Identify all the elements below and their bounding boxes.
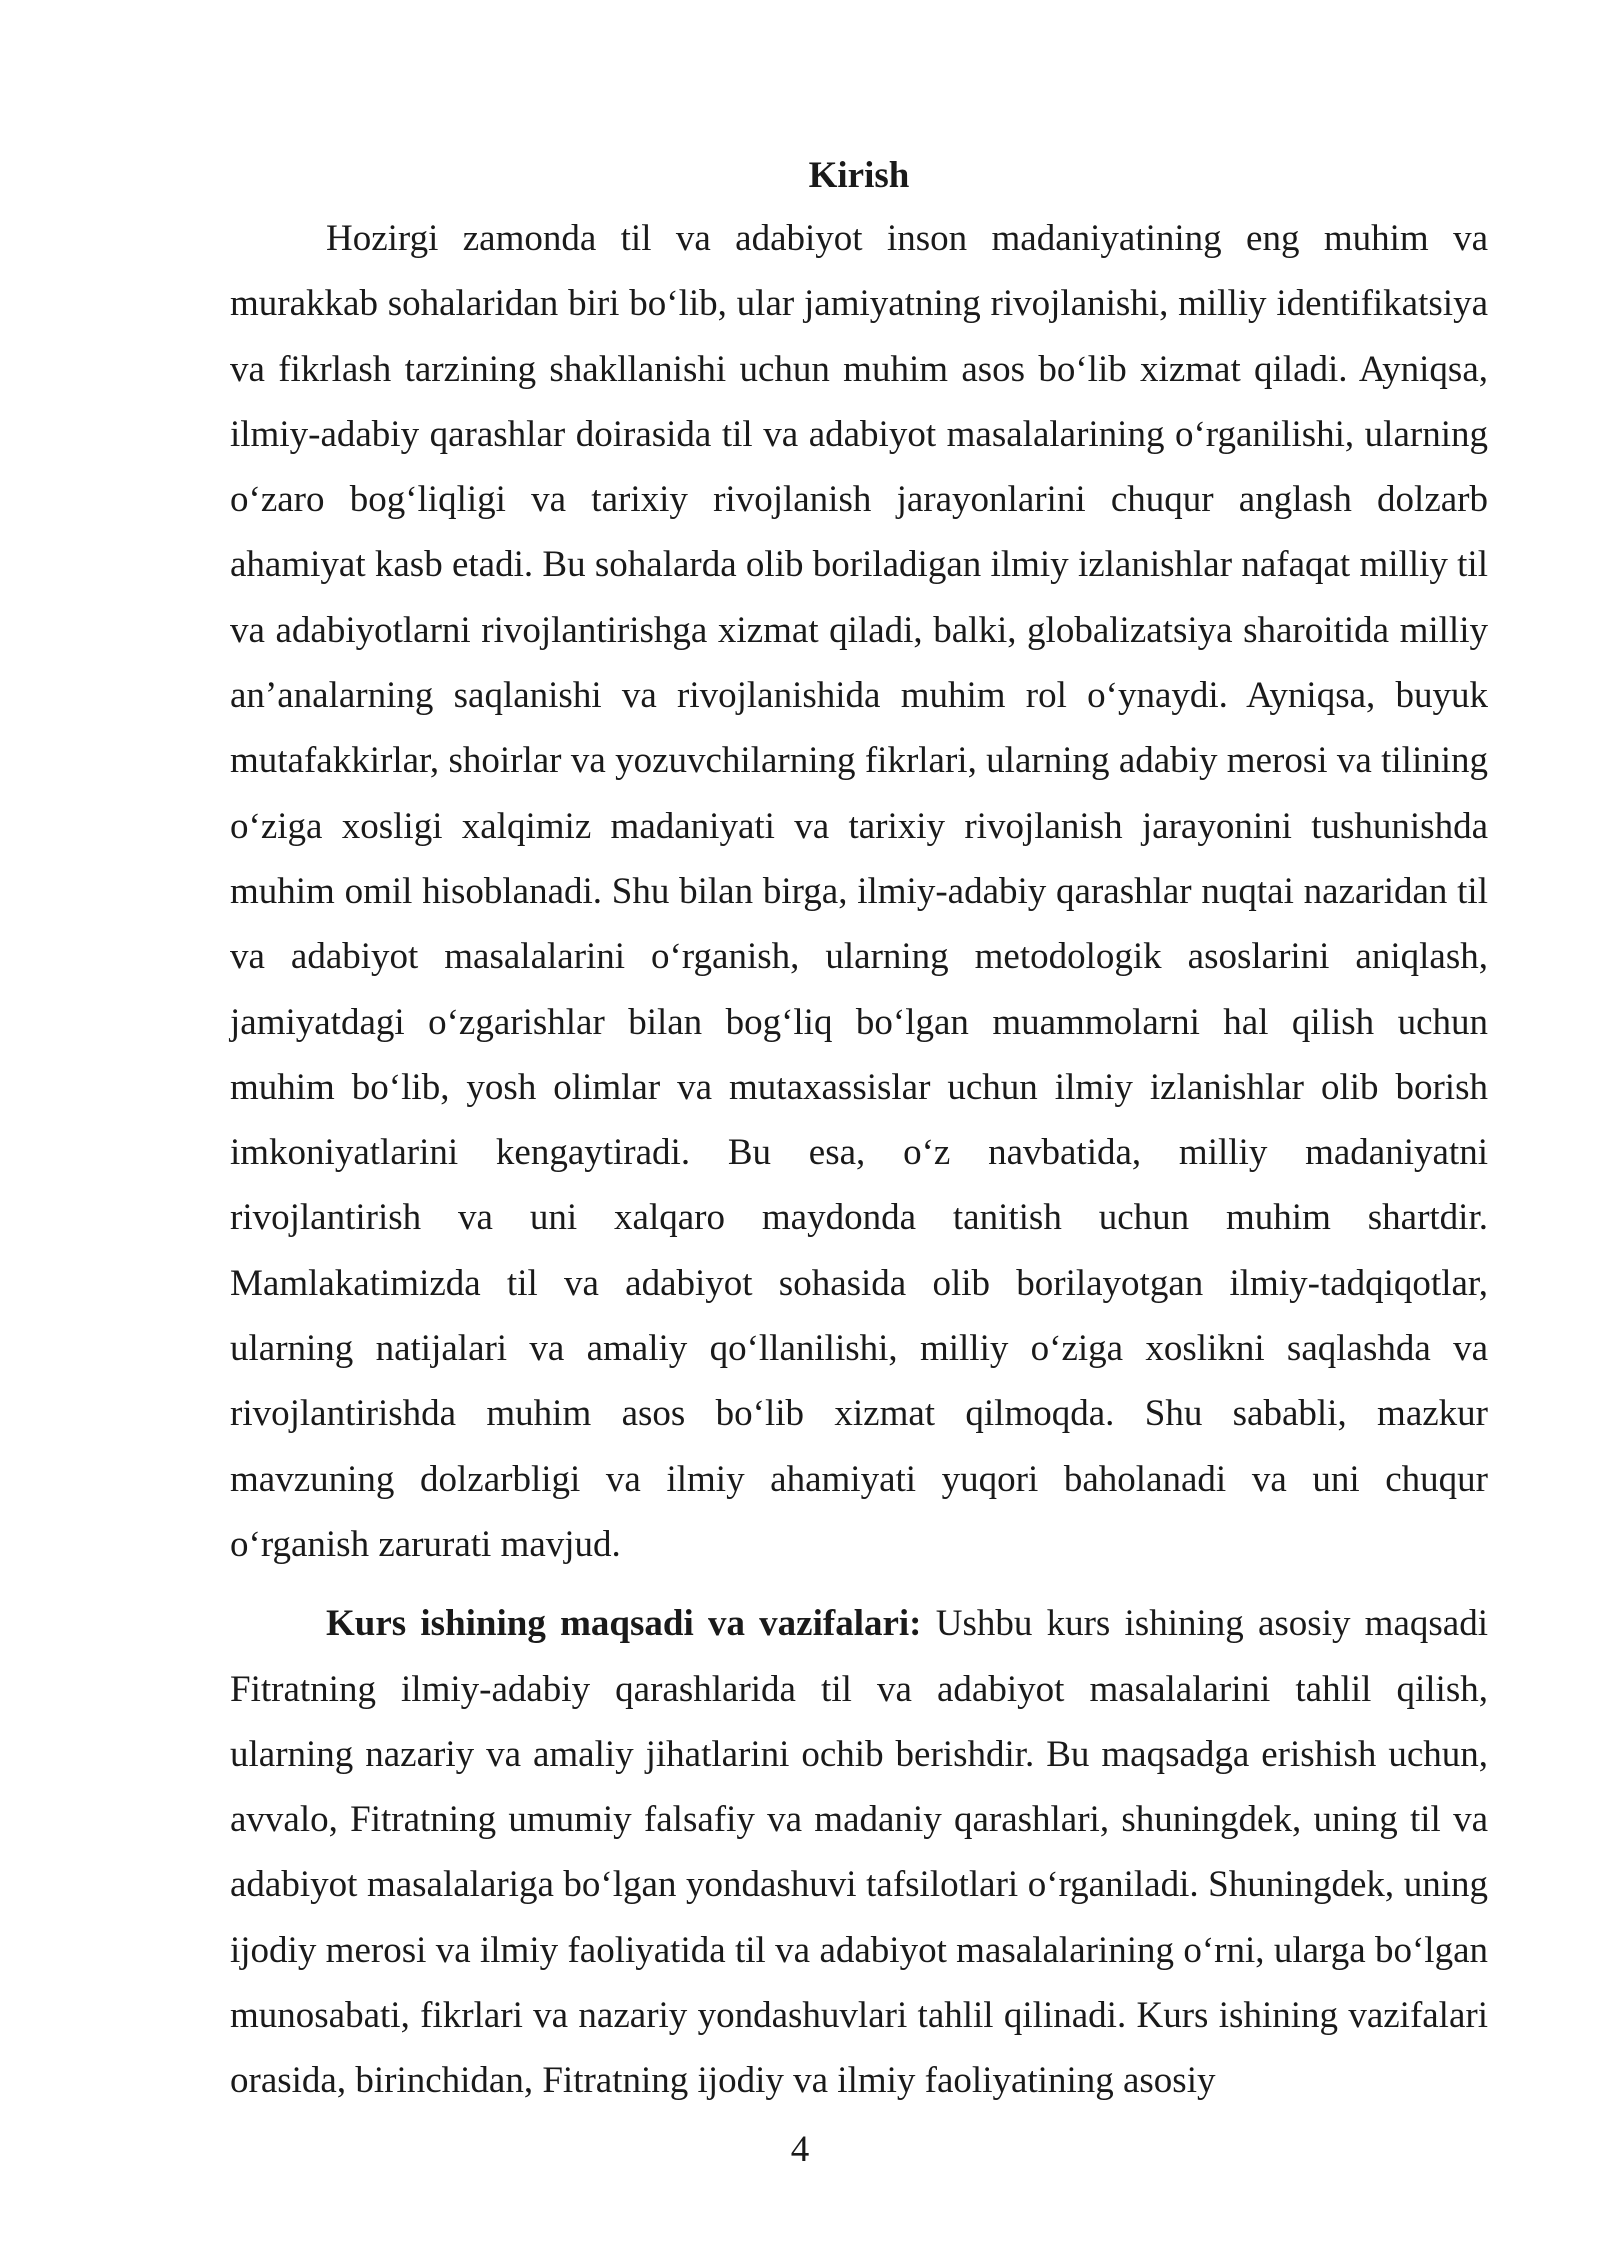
- goals-text: Ushbu kurs ishining asosiy maqsadi Fitratning ilmiy-adabiy qarashlarida til va adabiyot masalalarini tahlil qilish, ularning nazariy va amaliy jihatlarini ochib berishdir. Bu maqsadga erishish uchun, avvalo, Fitratning umumiy falsafiy va madaniy qarashlari, shuningdek, uning til va adabiyot masalalariga bo‘lgan yondashuvi tafsilotlari o‘rganiladi. Shuningdek, uning ijodiy merosi va ilmiy faoliyatida til va adabiyot masalalarining o‘rni, ularga bo‘lgan munosabati, fikrlari va nazariy yondashuvlari tahlil qilinadi. Kurs ishining vazifalari orasida, birinchidan, Fitratning ijodiy va ilmiy faoliyatining asosiy: [230, 1603, 1488, 2102]
- page-number: 4: [790, 2129, 810, 2170]
- page-content: [230, 148, 1488, 2114]
- section-heading: Kirish: [808, 155, 910, 196]
- intro-paragraph: Hozirgi zamonda til va adabiyot inson madaniyatining eng muhim va murakkab sohalaridan biri bo‘lib, ular jamiyatning rivojlanishi, milliy identifikatsiya va fikrlash tarzining shakllanishi uchun muhim asos bo‘lib xizmat qiladi. Ayniqsa, ilmiy-adabiy qarashlar doirasida til va adabiyot masalalarining o‘rganilishi, ularning o‘zaro bog‘liqligi va tarixiy rivojlanish jarayonlarini chuqur anglash dolzarb ahamiyat kasb etadi. Bu sohalarda olib boriladigan ilmiy izlanishlar nafaqat milliy til va adabiyotlarni rivojlantirishga xizmat qiladi, balki, globalizatsiya sharoitida milliy an’analarning saqlanishi va rivojlanishida muhim rol o‘ynaydi. Ayniqsa, buyuk mutafakkirlar, shoirlar va yozuvchilarning fikrlari, ularning adabiy merosi va tilining o‘ziga xosligi xalqimiz madaniyati va tarixiy rivojlanish jarayonini tushunishda muhim omil hisoblanadi. Shu bilan birga, ilmiy-adabiy qarashlar nuqtai nazaridan til va adabiyot masalalarini o‘rganish, ularning metodologik asoslarini aniqlash, jamiyatdagi o‘zgarishlar bilan bog‘liq bo‘lgan muammolarni hal qilish uchun muhim bo‘lib, yosh olimlar va mutaxassislar uchun ilmiy izlanishlar olib borish imkoniyatlarini kengaytiradi. Bu esa, o‘z navbatida, milliy madaniyatni rivojlantirish va uni xalqaro maydonda tanitish uchun muhim shartdir. Mamlakatimizda til va adabiyot sohasida olib borilayotgan ilmiy-tadqiqotlar, ularning natijalari va amaliy qo‘llanilishi, milliy o‘ziga xoslikni saqlashda va rivojlantirishda muhim asos bo‘lib xizmat qilmoqda. Shu sababli, mazkur mavzuning dolzarbligi va ilmiy ahamiyati yuqori baholanadi va uni chuqur o‘rganish zarurati mavjud.: [230, 218, 1488, 1565]
- goals-lead: Kurs ishining maqsadi va vazifalari:: [326, 1603, 922, 1645]
- goals-paragraph: [230, 1591, 1488, 2113]
